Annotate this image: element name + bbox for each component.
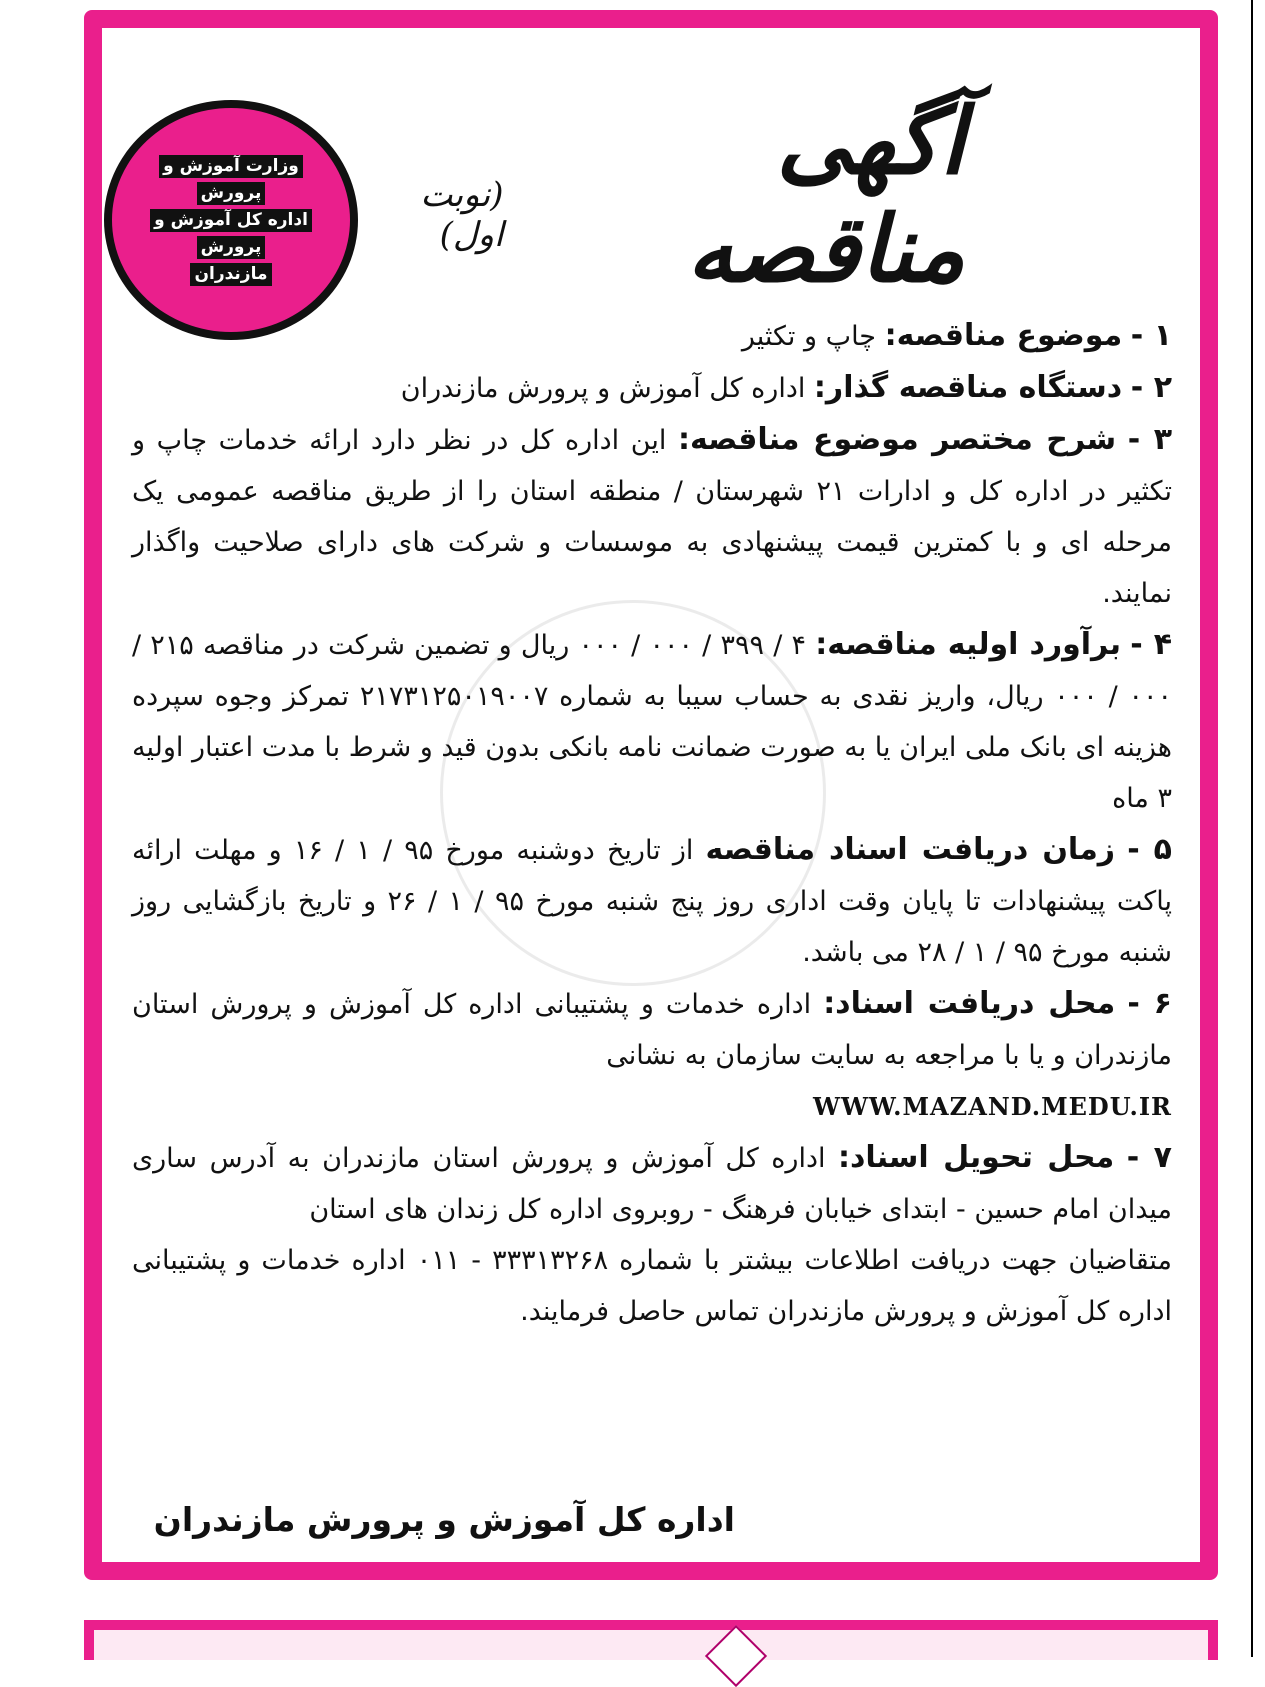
item-number: ۶ - [1127, 986, 1172, 1021]
item-number: ۲ - [1130, 370, 1172, 405]
item-number: ۴ - [1130, 627, 1173, 662]
item-number: ۱ - [1130, 318, 1172, 353]
diamond-ornament-icon [705, 1625, 767, 1687]
item-text: اداره خدمات و پشتیبانی اداره کل آموزش و پرورش استان مازندران و یا با مراجعه به سایت سازمان به نشانی [132, 989, 1172, 1071]
item-document-pickup [132, 978, 1172, 1081]
item-label: محل تحویل اسناد: [838, 1140, 1115, 1175]
next-ad-border [84, 1620, 1218, 1660]
item-label: شرح مختصر موضوع مناقصه: [678, 422, 1117, 457]
item-number: ۵ - [1127, 832, 1172, 867]
item-number: ۷ - [1126, 1140, 1172, 1175]
item-text: ۴ / ۳۹۹ / ۰۰۰ / ۰۰۰ ریال و تضمین شرکت در مناقصه ۲۱۵ / ۰۰۰ / ۰۰۰ ریال، واریز نقدی به حساب سیبا به شماره ۲۱۷۳۱۲۵۰۱۹۰۰۷ تمرکز وجوه سپرده هزینه ای بانک ملی ایران یا به صورت ضمانت نامه بانکی بدون قید و شرط با مدت اعتبار اولیه ۳ ماه [132, 630, 1172, 814]
item-text: اداره کل آموزش و پرورش مازندران [400, 373, 814, 404]
item-label: برآورد اولیه مناقصه: [815, 627, 1121, 662]
website-link[interactable]: WWW.MAZAND.MEDU.IR [813, 1092, 1172, 1121]
logo-line: اداره کل آموزش و [150, 209, 312, 232]
item-label: زمان دریافت اسناد مناقصه [705, 832, 1116, 867]
item-label: محل دریافت اسناد: [823, 986, 1116, 1021]
logo-line: مازندران [190, 263, 271, 286]
item-document-delivery [132, 1132, 1172, 1235]
item-text: از تاریخ دوشنبه مورخ ۹۵ / ۱ / ۱۶ و مهلت ارائه پاکت پیشنهادات تا پایان وقت اداری روز پنج شنبه مورخ ۹۵ / ۱ / ۲۶ و تاریخ بازگشایی روز شنبه مورخ ۹۵ / ۱ / ۲۸ می باشد. [132, 835, 1172, 968]
header [365, 80, 965, 310]
ad-body [132, 310, 1172, 1337]
item-number: ۳ - [1127, 422, 1172, 457]
item-schedule [132, 824, 1172, 978]
item-estimate [132, 619, 1172, 824]
item-organizer [132, 362, 1172, 414]
item-description [132, 414, 1172, 619]
logo-line: وزارت آموزش و [159, 155, 303, 178]
logo-line: پرورش [197, 236, 266, 259]
page-subtitle: (نوبت اول) [420, 175, 504, 255]
item-text: این اداره کل در نظر دارد ارائه خدمات چاپ و تکثیر در اداره کل و ادارات ۲۱ شهرستان / منطقه استان را از طریق مناقصه عمومی یک مرحله ای و با کمترین قیمت پیشنهادی به موسسات و شرکت های دارای صلاحیت واگذار نمایند. [132, 425, 1172, 609]
logo-line: پرورش [197, 182, 266, 205]
item-text: چاپ و تکثیر [741, 321, 885, 352]
signature: اداره کل آموزش و پرورش مازندران [153, 1500, 735, 1539]
ministry-logo [104, 100, 358, 340]
item-label: دستگاه مناقصه گذار: [813, 370, 1123, 405]
item-label: موضوع مناقصه: [884, 318, 1123, 353]
item-subject [132, 310, 1172, 362]
page-title: آگهی مناقصه [686, 87, 965, 303]
column-rule [1251, 0, 1253, 1657]
contact-info: متقاضیان جهت دریافت اطلاعات بیشتر با شماره ۳۳۳۱۳۲۶۸ - ۰۱۱ اداره خدمات و پشتیبانی اداره کل آموزش و پرورش مازندران تماس حاصل فرمایند. [132, 1245, 1172, 1327]
item-text: اداره کل آموزش و پرورش استان مازندران به آدرس ساری میدان امام حسین - ابتدای خیابان فرهنگ - روبروی اداره کل زندان های استان [132, 1143, 1172, 1225]
